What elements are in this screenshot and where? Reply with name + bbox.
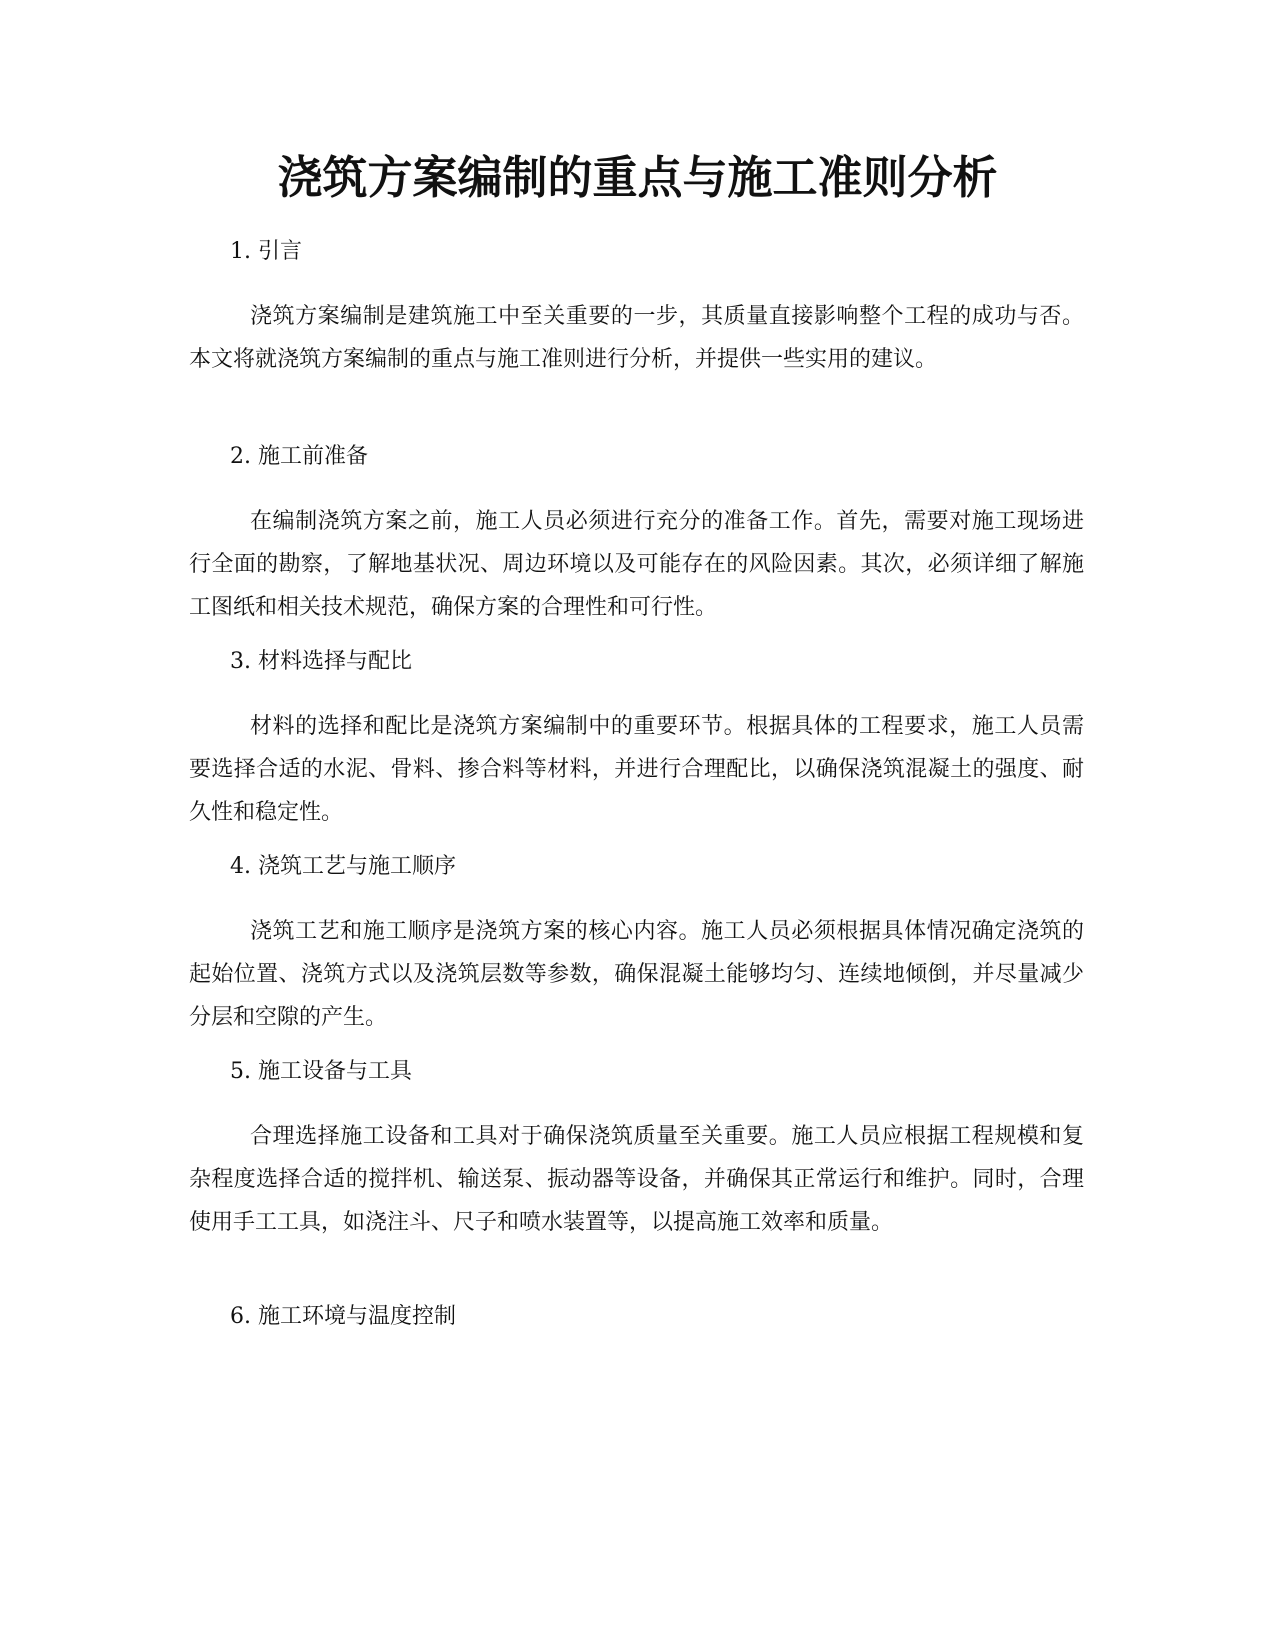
section-heading-equipment: 5. 施工设备与工具 [230,1059,412,1084]
section-heading-intro: 1. 引言 [230,239,302,264]
section-body-equipment: 合理选择施工设备和工具对于确保浇筑质量至关重要。施工人员应根据工程规模和复杂程度选择合适的搅拌机、输送泵、振动器等设备，并确保其正常运行和维护。同时，合理使用手工工具，如浇注斗、尺子和喷水装置等，以提高施工效率和质量。 [189,1124,1084,1235]
section-body-intro: 浇筑方案编制是建筑施工中至关重要的一步，其质量直接影响整个工程的成功与否。本文将就浇筑方案编制的重点与施工准则进行分析，并提供一些实用的建议。 [189,304,1084,372]
section-body-materials: 材料的选择和配比是浇筑方案编制中的重要环节。根据具体的工程要求，施工人员需要选择合适的水泥、骨料、掺合料等材料，并进行合理配比，以确保浇筑混凝土的强度、耐久性和稳定性。 [189,714,1084,825]
section-heading-environment: 6. 施工环境与温度控制 [230,1304,456,1329]
section-heading-preparation: 2. 施工前准备 [230,444,368,469]
section-body-process: 浇筑工艺和施工顺序是浇筑方案的核心内容。施工人员必须根据具体情况确定浇筑的起始位置、浇筑方式以及浇筑层数等参数，确保混凝土能够均匀、连续地倾倒，并尽量减少分层和空隙的产生。 [189,919,1084,1030]
document-title: 浇筑方案编制的重点与施工准则分析 [277,151,998,204]
section-heading-materials: 3. 材料选择与配比 [230,649,412,674]
section-heading-process: 4. 浇筑工艺与施工顺序 [230,854,456,879]
section-body-preparation: 在编制浇筑方案之前，施工人员必须进行充分的准备工作。首先，需要对施工现场进行全面的勘察，了解地基状况、周边环境以及可能存在的风险因素。其次，必须详细了解施工图纸和相关技术规范，确保方案的合理性和可行性。 [189,509,1084,620]
